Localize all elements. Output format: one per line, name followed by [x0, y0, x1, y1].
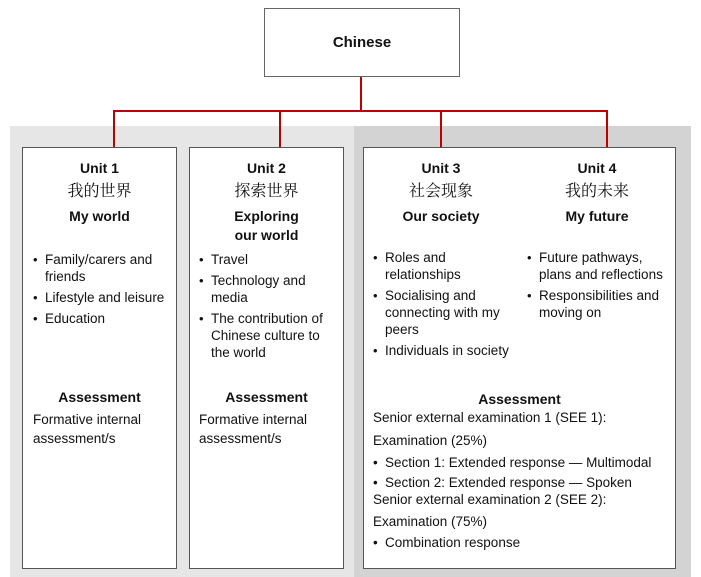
list-item: • Future pathways, plans and reflections — [527, 249, 673, 283]
unit-2-assessment-title: Assessment — [225, 389, 308, 405]
unit-3-heading — [371, 159, 511, 226]
unit-2-assessment-text: Formative internal assessment/s — [199, 412, 308, 446]
see2-heading: Senior external examination 2 (SEE 2): — [373, 492, 607, 507]
see2-item: • Combination response — [373, 533, 685, 552]
list-item: • Individuals in society — [373, 342, 513, 359]
list-item: • The contribution of Chinese culture to the world — [199, 310, 335, 361]
unit-1-assessment-title: Assessment — [58, 389, 141, 405]
unit-3-topics — [373, 249, 513, 363]
unit-2-topics — [199, 251, 335, 365]
list-item: • Travel — [199, 251, 335, 268]
see1-heading: Senior external examination 1 (SEE 1): — [373, 410, 607, 425]
see2-type: Examination (75%) — [373, 514, 488, 529]
unit-2-heading — [189, 159, 344, 245]
list-item: • Lifestyle and leisure — [33, 289, 165, 306]
list-item: • Socialising and connecting with my peers — [373, 287, 513, 338]
unit-2-name: Unit 2 — [247, 160, 286, 176]
unit-4-name: Unit 4 — [577, 160, 617, 176]
subject-box — [264, 8, 460, 77]
units-3-4-assessment-title: Assessment — [478, 391, 561, 407]
unit-4-english-title: My future — [565, 208, 629, 224]
unit-1-name: Unit 1 — [80, 160, 119, 176]
unit-1-topics — [33, 251, 165, 331]
see1-item: • Section 2: Extended response — Spoken — [373, 473, 685, 492]
list-item: • Responsibilities and moving on — [527, 287, 673, 321]
list-item: • Roles and relationships — [373, 249, 513, 283]
unit-3-english-title: Our society — [402, 208, 480, 224]
unit-2-english-title: Exploring our world — [234, 208, 299, 243]
unit-2-chinese-title: 探索世界 — [234, 183, 299, 200]
subject-title: Chinese — [332, 34, 392, 51]
unit-1-english-title: My world — [69, 208, 130, 224]
list-item: • Family/carers and friends — [33, 251, 165, 285]
list-item: • Education — [33, 310, 165, 327]
unit-1-heading — [22, 159, 177, 226]
list-item: • Technology and media — [199, 272, 335, 306]
unit-1-chinese-title: 我的世界 — [67, 183, 132, 200]
unit-4-topics — [527, 249, 673, 325]
see1-item: • Section 1: Extended response — Multimodal — [373, 453, 685, 472]
unit-4-chinese-title: 我的未来 — [564, 183, 629, 200]
unit-3-name: Unit 3 — [421, 160, 461, 176]
unit-4-heading — [527, 159, 667, 226]
unit-1-assessment-text: Formative internal assessment/s — [33, 412, 142, 446]
see1-type: Examination (25%) — [373, 433, 488, 448]
unit-3-chinese-title: 社会现象 — [408, 183, 473, 200]
